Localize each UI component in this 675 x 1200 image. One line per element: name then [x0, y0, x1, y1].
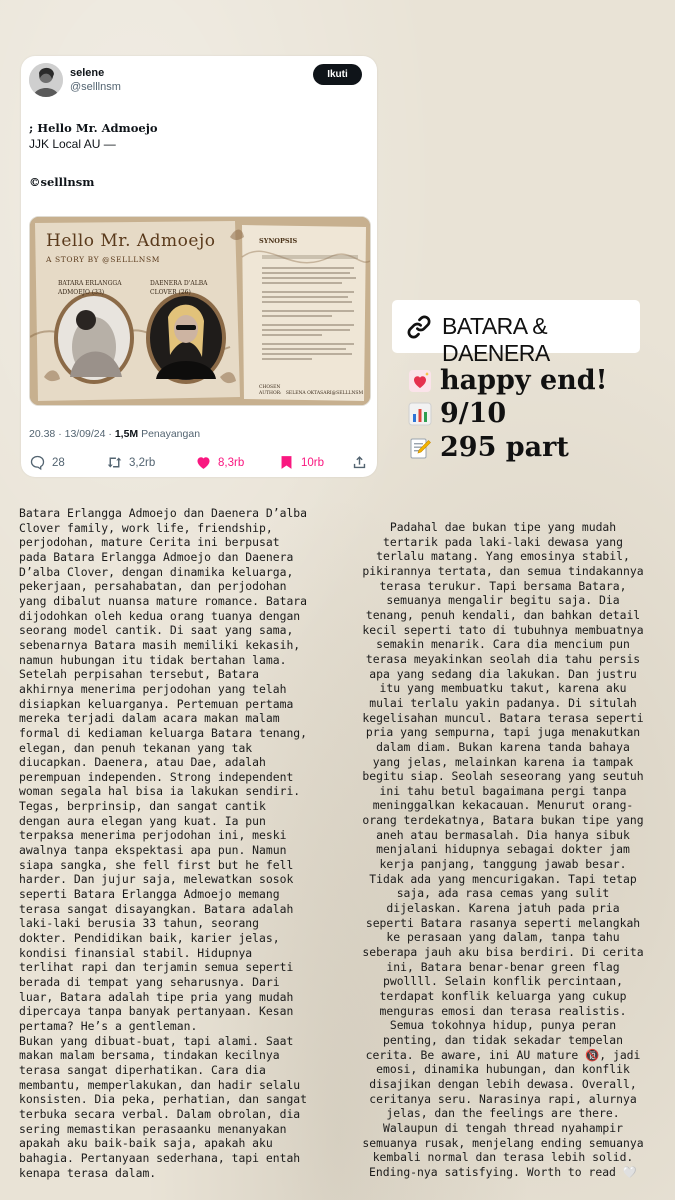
review-line: Padahal dae bukan tipe yang mudah	[389, 520, 617, 534]
review-line: kondisi finansial stabil. Hidupnya	[19, 945, 253, 960]
share-icon	[351, 454, 368, 471]
retweet-icon	[106, 454, 123, 471]
review-line: meninggalkan kekacauan. Menurut orang-	[372, 798, 634, 813]
bar-chart-icon	[408, 402, 432, 426]
review-left-column	[19, 506, 343, 1180]
review-line: terbuka secara verbal. Dalam obrolan, dia	[19, 1106, 301, 1121]
bookmark-icon	[278, 454, 295, 471]
review-line: siapa sangka, she fell first but he fell	[19, 857, 294, 872]
stat-ending	[408, 365, 608, 396]
review-line: dipercaya tanpa banyak pertanyaan. Kesan	[19, 1004, 294, 1019]
review-line: mereka terjadi dalam acara makan malam	[19, 711, 280, 726]
review-line: awalnya tanpa ekspektasi apa pun. Namun	[19, 843, 287, 858]
review-line: kenapa terasa dalam.	[19, 1165, 157, 1180]
review-line: terpaksa menerima perjodohan ini, meski	[19, 828, 287, 843]
review-line: apakah aku baik-baik saja, apakah aku	[19, 1136, 273, 1151]
like-button[interactable]	[195, 454, 244, 471]
review-line: perempuan independen. Strong independent	[19, 769, 294, 784]
review-line: ini, Batara benar-benar green flag	[386, 959, 620, 974]
review-line: ini tahu betul bagaimana pergi tanpa	[379, 783, 627, 798]
review-line: Tidak ada yang mencurigakan. Tapi tetap	[369, 871, 637, 886]
review-line: itu yang membuatku takut, karena aku	[379, 681, 627, 696]
review-line: Bukan yang dibuat-buat, tapi alami. Saat	[19, 1033, 294, 1048]
review-line: kegelisahan muncul. Batara terasa seperti	[362, 710, 644, 725]
review-line: pikirannya tertata, dan semua tindakannya	[362, 563, 644, 578]
review-line: D’alba Clover, dengan dinamika keluarga,	[19, 564, 294, 579]
review-line: semakin menarik. Cara dia mencium pun	[376, 637, 630, 652]
review-line: makan malam bersama, tindakan kecilnya	[19, 1048, 280, 1063]
review-line: formal di kediaman keluarga Batara tenang,	[19, 725, 308, 740]
media-character-1: BATARA ERLANGGA ADMOEJO (33)	[58, 280, 122, 296]
review-line: dengan aura elegan yang kuat. Ia pun	[19, 813, 266, 828]
review-line: orang terdekatnya, Batara bukan tipe yang	[362, 813, 644, 828]
review-line: tenang, penuh kendali, dan bahkan detail	[365, 607, 641, 622]
review-line: menguras emosi dan terasa realistis.	[379, 1003, 627, 1018]
tweet-text-title: ; Hello Mr. Admoejo	[29, 121, 158, 135]
media-title: Hello Mr. Admoejo	[46, 231, 216, 251]
review-line: pria yang sempurna, tapi juga menakutkan	[365, 725, 641, 740]
review-line: ke perasaan yang dalam, tanpa tahu	[386, 930, 620, 945]
media-character-2: DAENERA D'ALBA CLOVER (26)	[150, 280, 208, 296]
review-line: disiapkan keluarganya. Pertemuan pertama	[19, 696, 294, 711]
review-line: terasa meyakinkan seolah dia tahu persis	[365, 651, 641, 666]
review-line: Ending-nya satisfying. Worth to read 🤍	[369, 1164, 637, 1179]
review-line: harder. Dan jujur saja, melewatkan sosok	[19, 872, 294, 887]
review-line: begitu siap. Seolah seseorang yang seutuh	[362, 769, 644, 784]
review-line: pertama? He’s a gentleman.	[19, 1018, 198, 1033]
review-line: bahagia. Pertanyaan sederhana, tapi entah	[19, 1150, 301, 1165]
review-line: jelas, dan the feelings are there.	[386, 1106, 620, 1121]
review-line: semuanya rusak, menjelang ending semuanya	[362, 1135, 644, 1150]
media-synopsis-label: SYNOPSIS	[259, 237, 298, 245]
avatar-image	[29, 63, 63, 97]
review-line: seorang model cantik. Di saat yang sama,	[19, 623, 294, 638]
stat-parts-text: 295 part	[440, 432, 569, 463]
review-line: Walaupun di tengah thread nyahampir	[382, 1120, 624, 1135]
review-line: akhirnya menerima perjodohan yang telah	[19, 681, 287, 696]
review-line: dokter. Pendidikan baik, karier jelas,	[19, 931, 280, 946]
review-line: ceritanya seru. Narasinya rapi, alurnya	[369, 1091, 637, 1106]
review-line: laki-laki berusia 33 tahun, seorang	[19, 916, 260, 931]
review-line: Clover family, work life, friendship,	[19, 520, 273, 535]
tweet-timestamp[interactable]: 20.38 · 13/09/24 ·	[29, 428, 115, 440]
review-line: semuanya mengalir begitu saja. Dia	[386, 593, 620, 608]
tweet-meta	[29, 428, 200, 440]
like-count: 8,3rb	[218, 456, 245, 469]
review-line: pwollll. Selain konflik percintaan,	[382, 974, 624, 989]
review-line: Semua tokohnya hidup, punya peran	[389, 1018, 617, 1033]
bookmark-button[interactable]	[278, 454, 324, 471]
review-line: penting, dan tidak sekadar tempelan	[382, 1032, 624, 1047]
review-line: cerita. Be aware, ini AU mature 🔞, jadi	[365, 1047, 641, 1062]
view-label: Penayangan	[138, 428, 201, 440]
stat-parts	[408, 432, 569, 463]
bookmark-count: 10rb	[301, 456, 325, 469]
stat-rating-text: 9/10	[440, 398, 507, 429]
review-line: menjalani hidupnya sebagai dokter jam	[376, 842, 630, 857]
review-line: saja, ada rasa cemas yang sulit	[396, 886, 610, 901]
review-line: Batara Erlangga Admoejo dan Daenera D’alba	[19, 506, 308, 520]
review-line: aneh atau bermasalah. Dia hanya sibuk	[376, 827, 630, 842]
review-line: yang dibalut nuansa mature romance. Batara	[19, 593, 308, 608]
tweet-text-subtitle: JJK Local AU —	[29, 137, 116, 151]
view-count: 1,5M	[114, 428, 139, 440]
review-line: diucapkan. Daenera, atau Dae, adalah	[19, 755, 266, 770]
media-credits: CHOSEN AUTHOR: SELENA OKTASARI@SELLLNSM	[259, 385, 364, 396]
review-line: terlihat rapi dan terjamin semua seperti	[19, 960, 294, 975]
stat-ending-text: happy end!	[440, 365, 608, 396]
follow-button[interactable]: Ikuti	[313, 64, 362, 85]
review-line: disajikan dengan lebih dewasa. Overall,	[369, 1076, 637, 1091]
link-sticker[interactable]	[392, 300, 640, 366]
review-line: sering memastikan perasaanku menanyakan	[19, 1121, 287, 1136]
tweet-actions	[29, 454, 369, 472]
review-line: terlalu matang. Yang emosinya stabil,	[376, 549, 630, 564]
heart-icon	[195, 454, 212, 471]
review-line: terasa sangat diperhatikan. Cara dia	[19, 1062, 266, 1077]
review-line: perjodohan, mature Cerita ini berpusat	[19, 535, 280, 550]
review-line: seperti Batara Erlangga Admoejo memang	[19, 887, 280, 902]
review-line: terdapat konflik keluarga yang cukup	[379, 989, 627, 1003]
reply-icon	[29, 454, 46, 471]
review-line: namun hubungan itu tidak bertahan lama.	[19, 652, 287, 667]
review-line: kembali normal dan terasa lebih solid.	[372, 1150, 634, 1165]
review-line: membantu, memperlakukan, dan hadir selalu	[19, 1077, 301, 1092]
memo-icon	[408, 436, 432, 460]
tweet-text-credit: ©selllnsm	[29, 175, 95, 189]
retweet-count: 3,2rb	[129, 456, 156, 469]
display-name[interactable]: selene	[70, 67, 105, 79]
link-label: BATARA & DAENERA	[442, 313, 550, 366]
tweet-media-image[interactable]	[29, 216, 371, 406]
review-line: Tegas, berprinsip, dan sangat cantik	[19, 799, 266, 814]
review-right-column	[343, 520, 663, 1180]
share-button[interactable]	[351, 454, 368, 471]
review-line: pekerjaan, persahabatan, dan perjodohan	[19, 579, 287, 594]
review-line: pada Batara Erlangga Admoejo dan Daenera	[19, 549, 294, 564]
stat-rating	[408, 398, 506, 429]
review-line: mulai terlalu yakin padanya. Di situlah	[369, 695, 637, 710]
review-line: kerja panjang, tanggung jawab besar.	[379, 857, 627, 872]
review-line: tertarik pada laki-laki dewasa yang	[382, 534, 624, 549]
avatar[interactable]	[29, 63, 63, 97]
review-line: konsisten. Dia peka, perhatian, dan sangat	[19, 1092, 308, 1107]
tweet-card[interactable]	[21, 56, 377, 477]
review-line: terasa sangat disayangkan. Batara adalah	[19, 901, 294, 916]
review-line: dijodohkan oleh kedua orang tuanya dengan	[19, 608, 301, 623]
review-line: seperti Batara rasanya seperti melangkah	[365, 915, 641, 930]
heart-sparkle-icon	[408, 369, 432, 393]
review-line: yang jelas, melainkan karena ia tampak	[372, 754, 634, 769]
review-line: woman segala hal bisa ia lakukan sendiri.	[19, 784, 301, 799]
review-line: dalam diam. Bukan karena tanda bahaya	[376, 739, 630, 754]
review-line: apa yang sedang dia lakukan. Dan justru	[369, 666, 637, 681]
review-line: berada di tempat yang seharusnya. Dari	[19, 975, 280, 989]
review-line: luar, Batara adalah tipe pria yang mudah	[19, 989, 294, 1004]
link-icon	[405, 313, 433, 341]
review-line: sebenarnya Batara masih memiliki kekasih,	[19, 637, 301, 652]
reply-count: 28	[52, 456, 65, 469]
review-line: terasa terukur. Tapi bersama Batara,	[379, 578, 627, 593]
review-line: elegan, dan penuh tekanan yang tak	[19, 740, 253, 755]
review-line: Setelah perpisahan tersebut, Batara	[19, 667, 260, 682]
review-line: seberapa jauh aku bisa berdiri. Di cerita	[362, 945, 644, 960]
review-line: emosi, dinamika hubungan, dan konflik	[376, 1062, 630, 1077]
user-handle[interactable]: @selllnsm	[70, 81, 121, 93]
reply-button[interactable]	[29, 454, 65, 471]
review-line: dijelaskan. Karena jatuh pada pria	[386, 901, 620, 916]
review-line: kecil seperti tato di tubuhnya membuatnya	[362, 622, 644, 637]
media-subtitle: A STORY BY @SELLLNSM	[46, 255, 160, 264]
retweet-button[interactable]	[106, 454, 155, 471]
